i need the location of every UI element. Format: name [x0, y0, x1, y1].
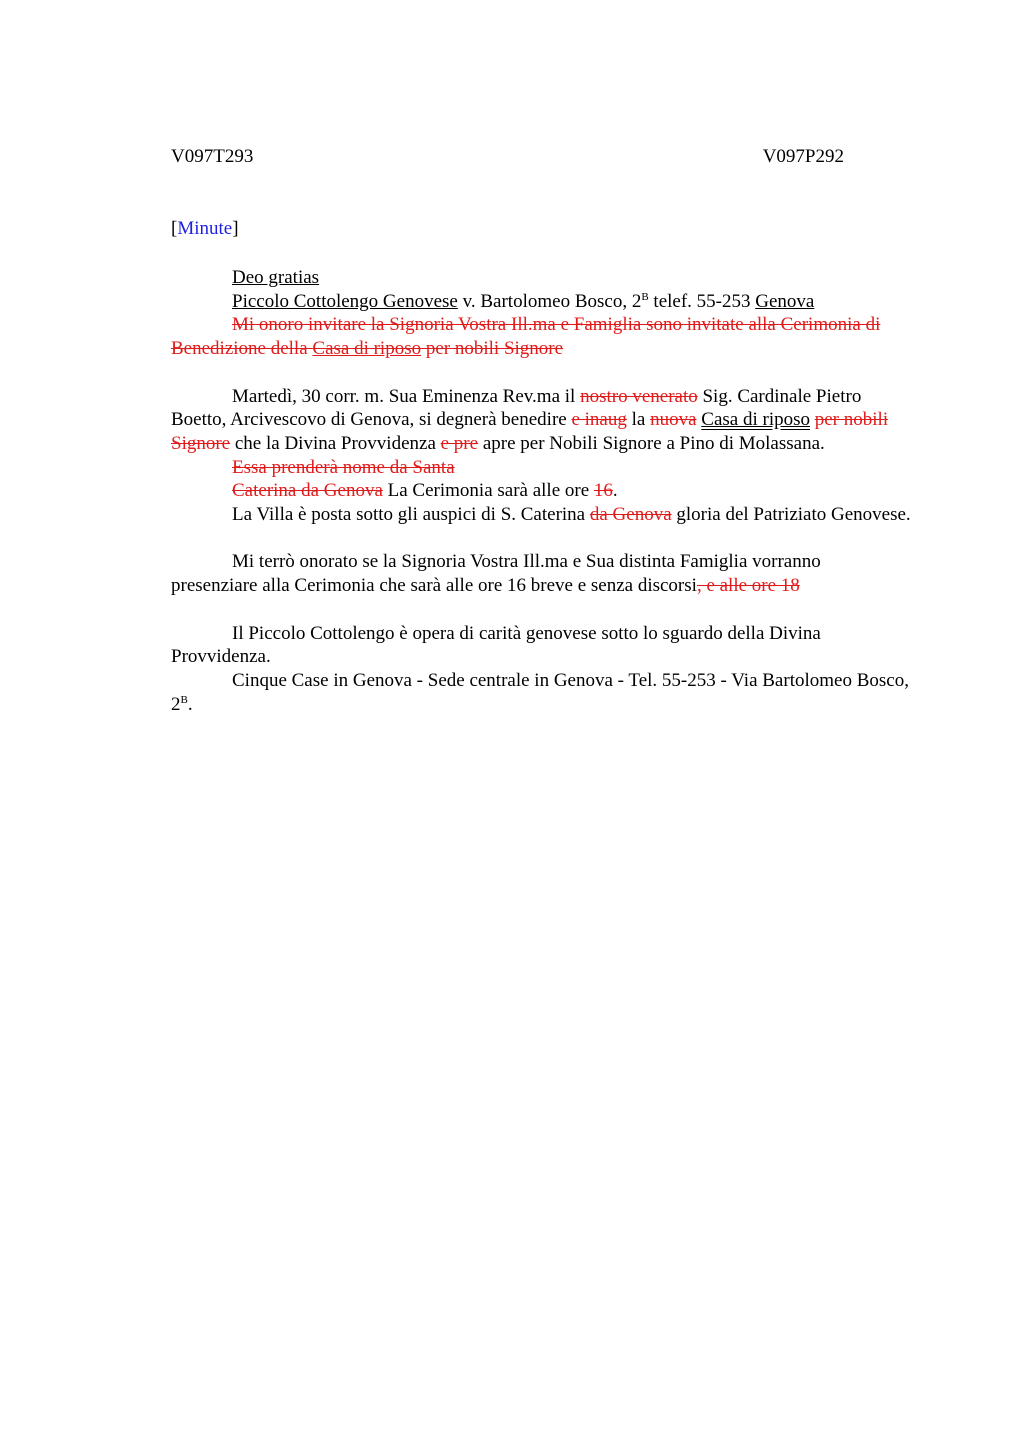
text-run: .: [187, 693, 193, 715]
deleted-text: Caterina da Genova: [232, 480, 383, 502]
paragraph-charity: [171, 622, 911, 669]
city-name: Genova: [755, 290, 815, 312]
text-run: Cinque Case in Genova - Sede centrale in Genova - Tel. 55-253 - Via Bartolomeo Bosco, 2: [171, 669, 909, 715]
paragraph-villa: [171, 503, 911, 527]
deleted-text: da Genova: [589, 504, 672, 526]
deleted-text: e pre: [440, 432, 479, 454]
org-name: Piccolo Cottolengo Genovese: [232, 290, 458, 312]
paragraph-address: [171, 669, 911, 716]
text-run: gloria del Patriziato Genovese.: [671, 504, 911, 526]
address-superscript: B: [641, 290, 649, 303]
struck-intro-casa: Casa di riposo: [312, 338, 422, 360]
text-run: che la Divina Provvidenza: [230, 432, 441, 454]
deleted-text: nostro venerato: [580, 385, 698, 407]
paragraph-ceremony: [171, 385, 911, 456]
deleted-text: , e alle ore 18: [696, 575, 800, 597]
minute-label: [171, 218, 239, 240]
deleted-text: per nobili Signore: [171, 409, 889, 454]
paragraph-gap: [171, 598, 911, 622]
text-run: Martedì, 30 corr. m. Sua Eminenza Rev.ma il: [232, 385, 581, 407]
paragraph-gap: [171, 527, 911, 551]
paragraph-gap: [171, 361, 911, 385]
deleted-text: nuova: [650, 409, 697, 431]
deo-gratias-line: [171, 266, 911, 290]
text-run: la: [626, 409, 651, 431]
label-open-bracket: [: [171, 218, 178, 239]
document-header: [171, 146, 844, 170]
text-run: Mi terrò onorato se la Signoria Vostra Ill.ma e Sua distinta Famiglia vorranno presenziare alla Cerimonia che sarà alle ore 16 breve e senza discorsi: [171, 551, 821, 597]
deleted-text: e inaug: [571, 409, 627, 431]
text-run: Sig. Cardinale Pietro Boetto, Arcivescovo di Genova, si degnerà benedire: [171, 385, 862, 431]
paragraph-invitation: [171, 550, 911, 597]
struck-intro-paragraph: [171, 313, 911, 360]
text-run: Il Piccolo Cottolengo è opera di carità genovese sotto lo sguardo della Divina Provvidenza.: [171, 622, 821, 668]
deleted-text: 16: [593, 480, 613, 502]
address-part-b: telef. 55-253: [648, 290, 756, 312]
address-superscript: B: [180, 693, 188, 706]
document-body: [171, 266, 911, 716]
paragraph-ceremony-time: [171, 479, 911, 503]
label-close-bracket: ]: [232, 218, 239, 239]
minute-label-text: Minute: [177, 218, 233, 239]
left-code: V097T293: [171, 146, 254, 167]
deo-gratias: Deo gratias: [232, 267, 320, 288]
struck-intro-part2: per nobili Signore: [421, 338, 564, 360]
paragraph-struck-name: [171, 456, 911, 480]
text-run: La Cerimonia sarà alle ore: [382, 480, 594, 502]
deleted-text: Essa prenderà nome da Santa: [232, 456, 455, 478]
struck-intro-part1: Mi onoro invitare la Signoria Vostra Ill.ma e Famiglia sono invitate alla Cerimonia di Benedizione della: [171, 314, 881, 360]
text-run: .: [612, 480, 618, 502]
casa-di-riposo-underlined: Casa di riposo: [701, 409, 810, 431]
text-run: apre per Nobili Signore a Pino di Molassana.: [478, 432, 825, 454]
address-part-a: v. Bartolomeo Bosco, 2: [457, 290, 642, 312]
right-code: V097P292: [762, 146, 844, 167]
letterhead-line: [171, 290, 911, 314]
text-run: La Villa è posta sotto gli auspici di S. Caterina: [232, 504, 590, 526]
